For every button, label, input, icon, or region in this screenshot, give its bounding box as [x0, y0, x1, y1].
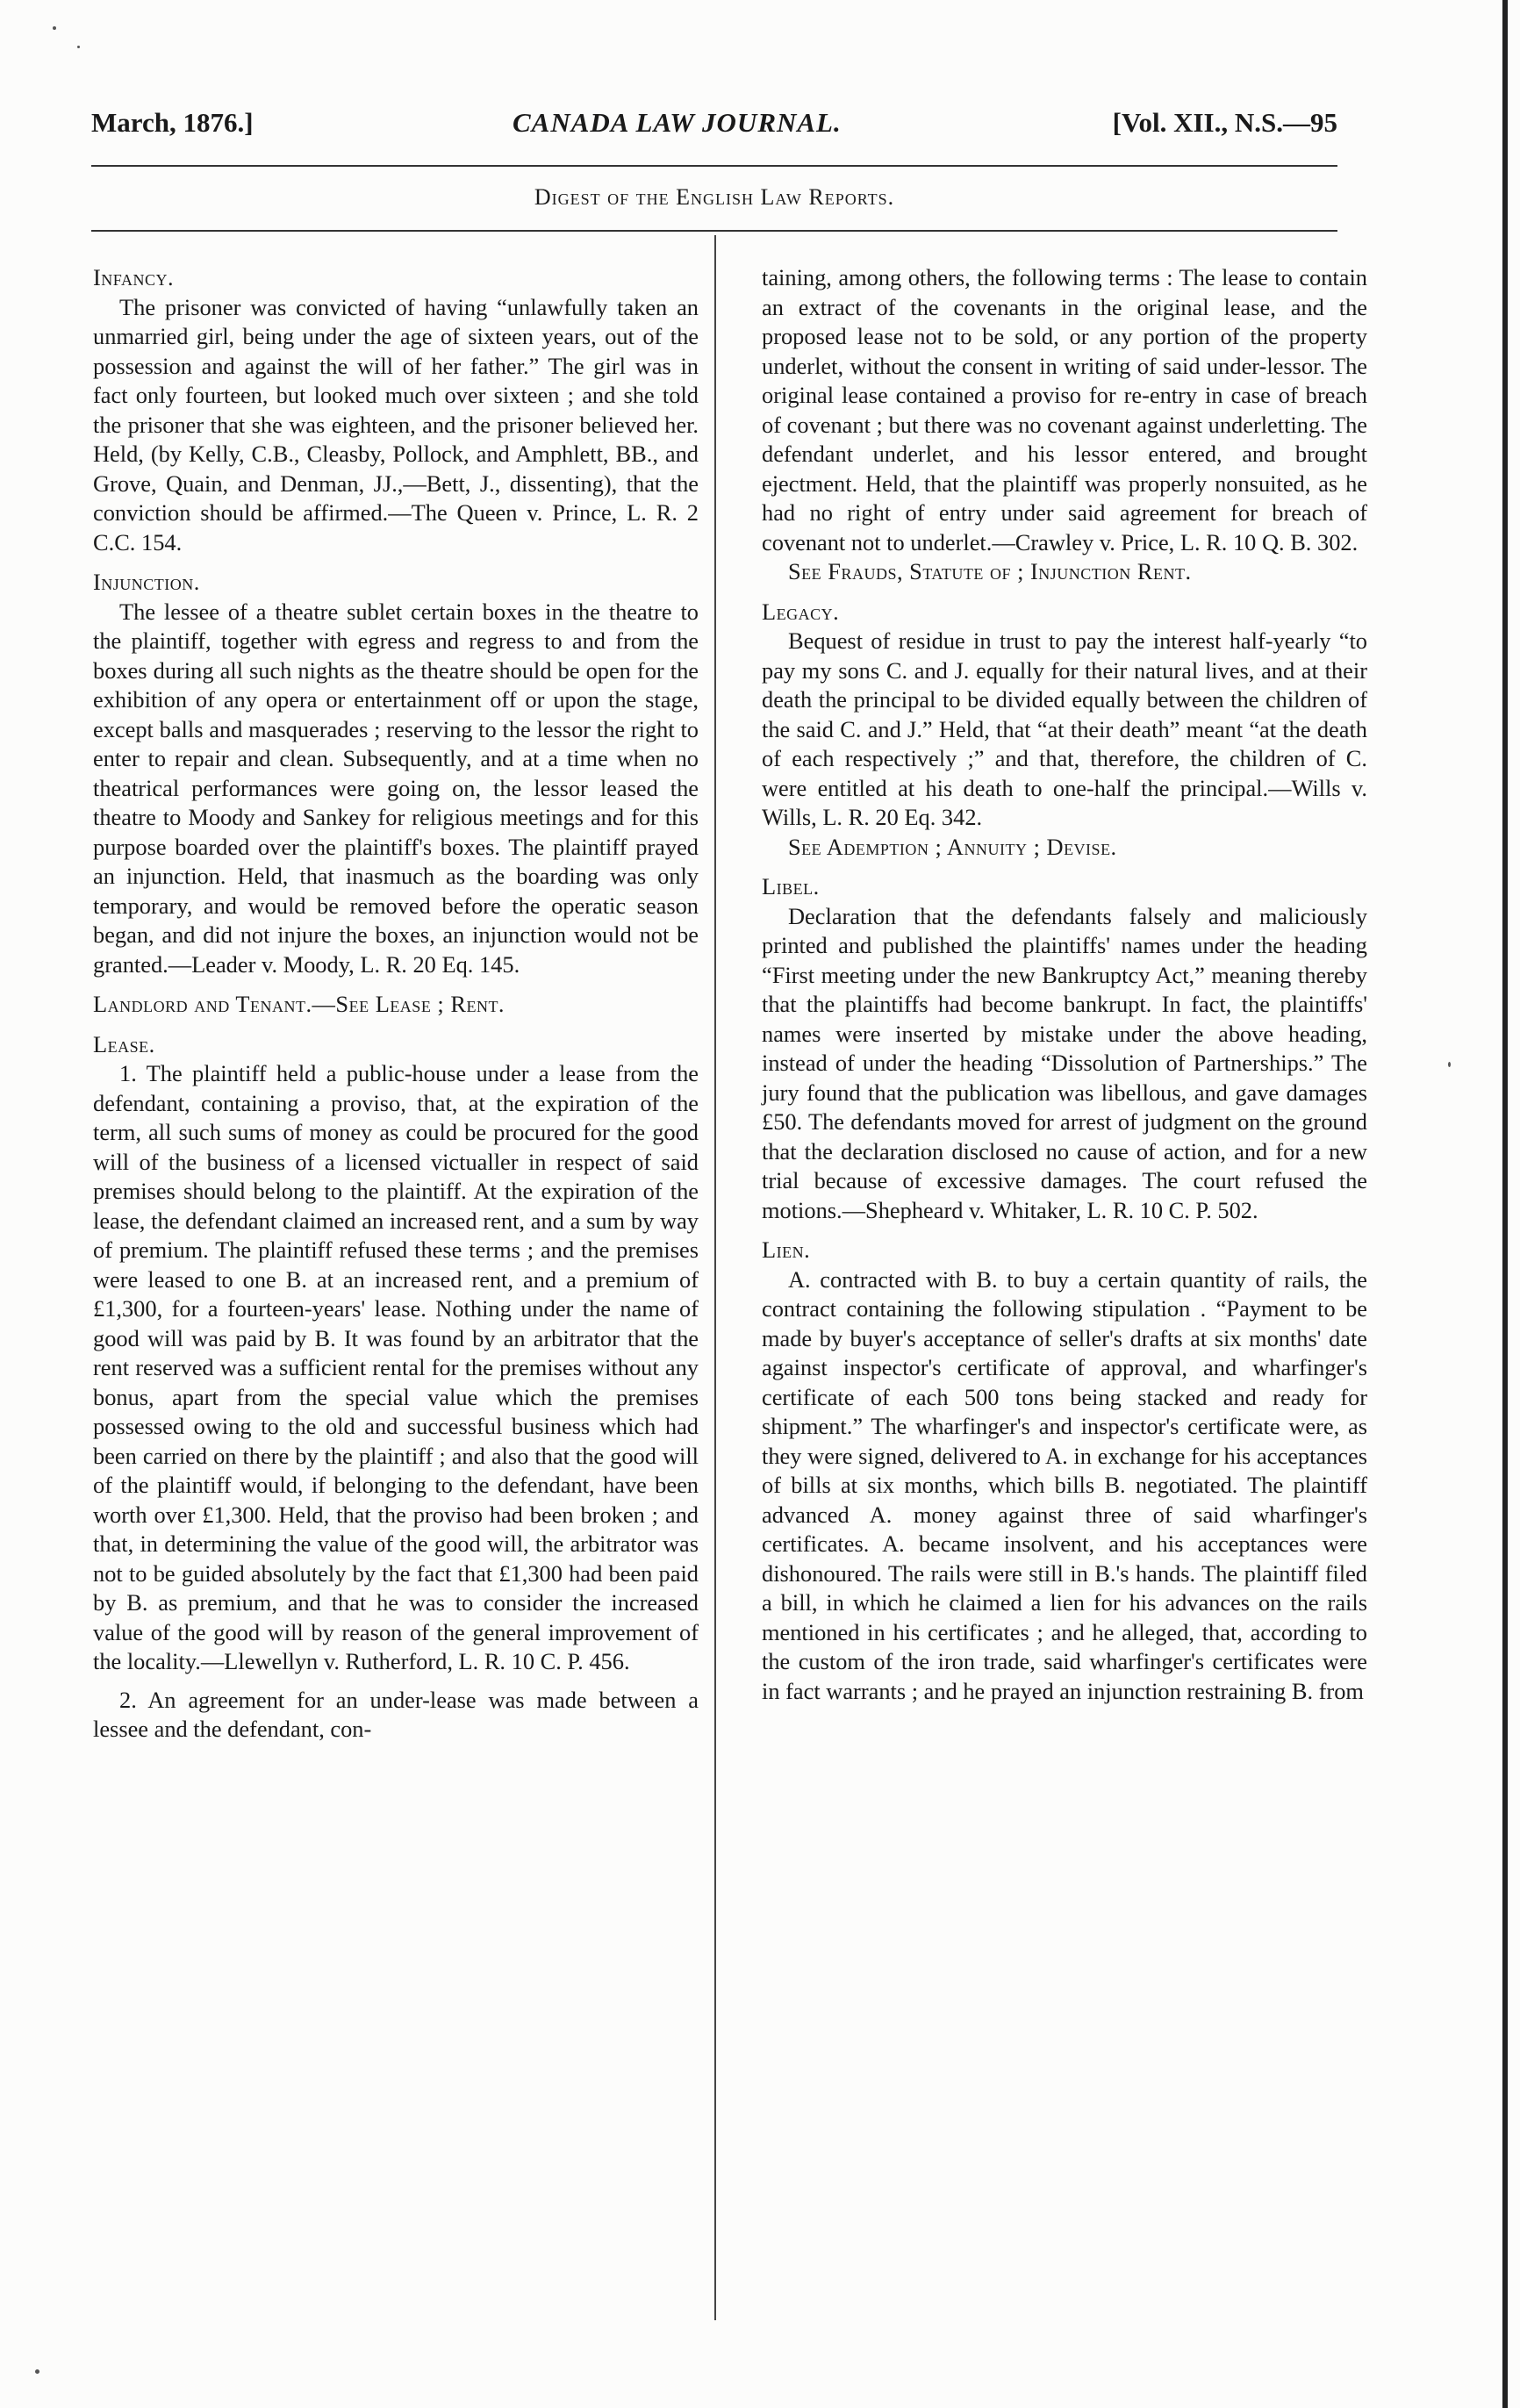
see-also: See Frauds, Statute of ; Injunction Rent.	[788, 558, 1192, 584]
section-title: Digest of the English Law Reports.	[534, 184, 895, 210]
see-also: See Ademption ; Annuity ; Devise.	[788, 833, 1117, 860]
entry-libel	[762, 872, 1367, 1225]
head-rule	[91, 165, 1337, 167]
entry-text-continued: 2. An agreement for an under-lease was made between a lessee and the defendant, con-	[93, 1686, 699, 1742]
entry-text: 1. The plaintiff held a public-house under a lease from the defendant, containing a proviso, that, at the expiration of the term, all such sums of money as could be procured for the good will of the business of a licensed victualler in respect of said premises should belong to the plaintiff. At the expiration of the lease, the defendant claimed an increased rent, and a sum by way of premium. The plaintiff refused these terms ; and the premises were leased to one B. at an increased rent, and a premium of £1,300, for a fourteen-years' lease. Nothing under the name of good will was paid by B. It was found by an arbitrator that the rent reserved was a sufficient rental for the premises without any bonus, apart from the special value which the premises possessed owing to the old and successful business which had been carried on there by the plaintiff ; and also that the good will of the plaintiff would, if belonging to the defendant, have been worth over £1,300. Held, that the proviso had been broken ; and that, in determining the value of the good will, the arbitrator was not to be guided absolutely by the fact that £1,300 had been paid by B. as premium, and that he was to consider the increased value of the good will by reason of the general improvement of the locality.—Llewellyn v. Rutherford, L. R. 10 C. P. 456.	[93, 1060, 699, 1674]
entry-text: The prisoner was convicted of having “unlawfully taken an unmarried girl, being under the age of sixteen years, out of the possession and against the will of her father.” The girl was in fact only fourteen, but looked much over sixteen ; and she told the prisoner that she was eighteen, and the prisoner believed her. Held, (by Kelly, C.B., Cleasby, Pollock, and Amphlett, BB., and Grove, Quain, and Denman, JJ.,—Bett, J., dissenting), that the conviction should be affirmed.—The Queen v. Prince, L. R. 2 C.C. 154.	[93, 293, 699, 555]
entry-infancy	[93, 263, 699, 557]
entry-lease	[93, 1030, 699, 1745]
column-divider	[714, 235, 716, 2320]
entry-heading: Legacy.	[762, 598, 840, 625]
entry-heading: Libel.	[762, 873, 820, 899]
entry-lease-continued	[762, 263, 1367, 587]
entry-legacy	[762, 598, 1367, 863]
running-head-date: March, 1876.]	[91, 107, 254, 138]
entry-heading: Lien.	[762, 1236, 811, 1263]
right-column	[762, 263, 1367, 1716]
entry-text: taining, among others, the following terms : The lease to contain an extract of the covenants in the original lease, and the proposed lease not to be sold, or any portion of the property underlet, without the consent in writing of said under-lessor. The original lease contained a proviso for re-entry in case of breach of covenant ; but there was no covenant against underletting. The defendant underlet, and his lessor entered, and brought ejectment. Held, that the plaintiff was properly nonsuited, as he had no right of entry under said agreement for breach of covenant not to underlet.—Crawley v. Price, L. R. 10 Q. B. 302.	[762, 264, 1367, 555]
entry-heading: Landlord and Tenant.—See Lease ; Rent.	[93, 991, 505, 1017]
page-edge-rule	[1502, 0, 1508, 2408]
left-column	[93, 263, 699, 1755]
entry-text: Declaration that the defendants falsely and maliciously printed and published the plaintiffs' names under the heading “First meeting under the new Bankruptcy Act,” meaning thereby that the plaintiffs had become bankrupt. In fact, the plaintiffs' names were inserted by mistake under the above heading, instead of under the heading “Dissolution of Partnerships.” The jury found that the publication was libellous, and gave damages £50. The defendants moved for arrest of judgment on the ground that the declaration disclosed no cause of action, and for a new trial because of excessive damages. The court refused the motions.—Shepheard v. Whitaker, L. R. 10 C. P. 502.	[762, 902, 1367, 1223]
entry-heading: Injunction.	[93, 569, 200, 595]
entry-lien	[762, 1236, 1367, 1706]
entry-heading: Lease.	[93, 1030, 155, 1057]
scan-speck	[53, 26, 56, 30]
entry-text: Bequest of residue in trust to pay the interest half-yearly “to pay my sons C. and J. equally for their natural lives, and at their death the principal to be divided equally between the children of the said C. and J.” Held, that “at their death” meant “at the death of each respectively ;” and that, therefore, the children of C. were entitled at his death to one-half the principal.—Wills v. Wills, L. R. 20 Eq. 342.	[762, 627, 1367, 830]
entry-text: A. contracted with B. to buy a certain quantity of rails, the contract containing the following stipulation . “Payment to be made by buyer's acceptance of seller's drafts at six months' date against inspector's certificate of approval, and wharfinger's certificate of each 500 tons being stacked and ready for shipment.” The wharfinger's and inspector's certificate were, as they were signed, delivered to A. in exchange for his acceptances of bills at six months, which bills B. negotiated. The plaintiff advanced A. money against three of said wharfinger's certificates. A. became insolvent, and his acceptances were dishonoured. The rails were still in B.'s hands. The plaintiff filed a bill, in which he claimed a lien for his advances on the rails mentioned in his certificates ; and he alleged, that, according to the custom of the iron trade, said wharfinger's certificates were in fact warrants ; and he prayed an injunction restraining B. from	[762, 1265, 1367, 1704]
title-rule	[91, 230, 1337, 232]
scan-speck	[35, 2369, 39, 2374]
entry-injunction	[93, 568, 699, 979]
running-head-volume: [Vol. XII., N.S.—95	[1112, 107, 1337, 138]
entry-heading: Infancy.	[93, 264, 175, 290]
running-head-journal: CANADA LAW JOURNAL.	[513, 107, 842, 138]
scan-speck	[1448, 1062, 1451, 1067]
entry-text: The lessee of a theatre sublet certain boxes in the theatre to the plaintiff, together with egress and regress to and from the boxes during all such nights as the theatre should be open for the exhibition of any opera or entertainment off or upon the stage, except balls and masquerades ; reserving to the lessor the right to enter to repair and clean. Subsequently, and at a time when no theatrical performances were going on, the lessor leased the theatre to Moody and Sankey for religious meetings and for this purpose boarded over the plaintiff's boxes. The plaintiff prayed an injunction. Held, that inasmuch as the boarding was only temporary, and would be removed before the operatic season began, and did not injure the boxes, an injunction would not be granted.—Leader v. Moody, L. R. 20 Eq. 145.	[93, 598, 699, 978]
running-head	[91, 107, 1337, 146]
scan-speck	[77, 46, 80, 48]
entry-landlord-and-tenant	[93, 990, 699, 1020]
